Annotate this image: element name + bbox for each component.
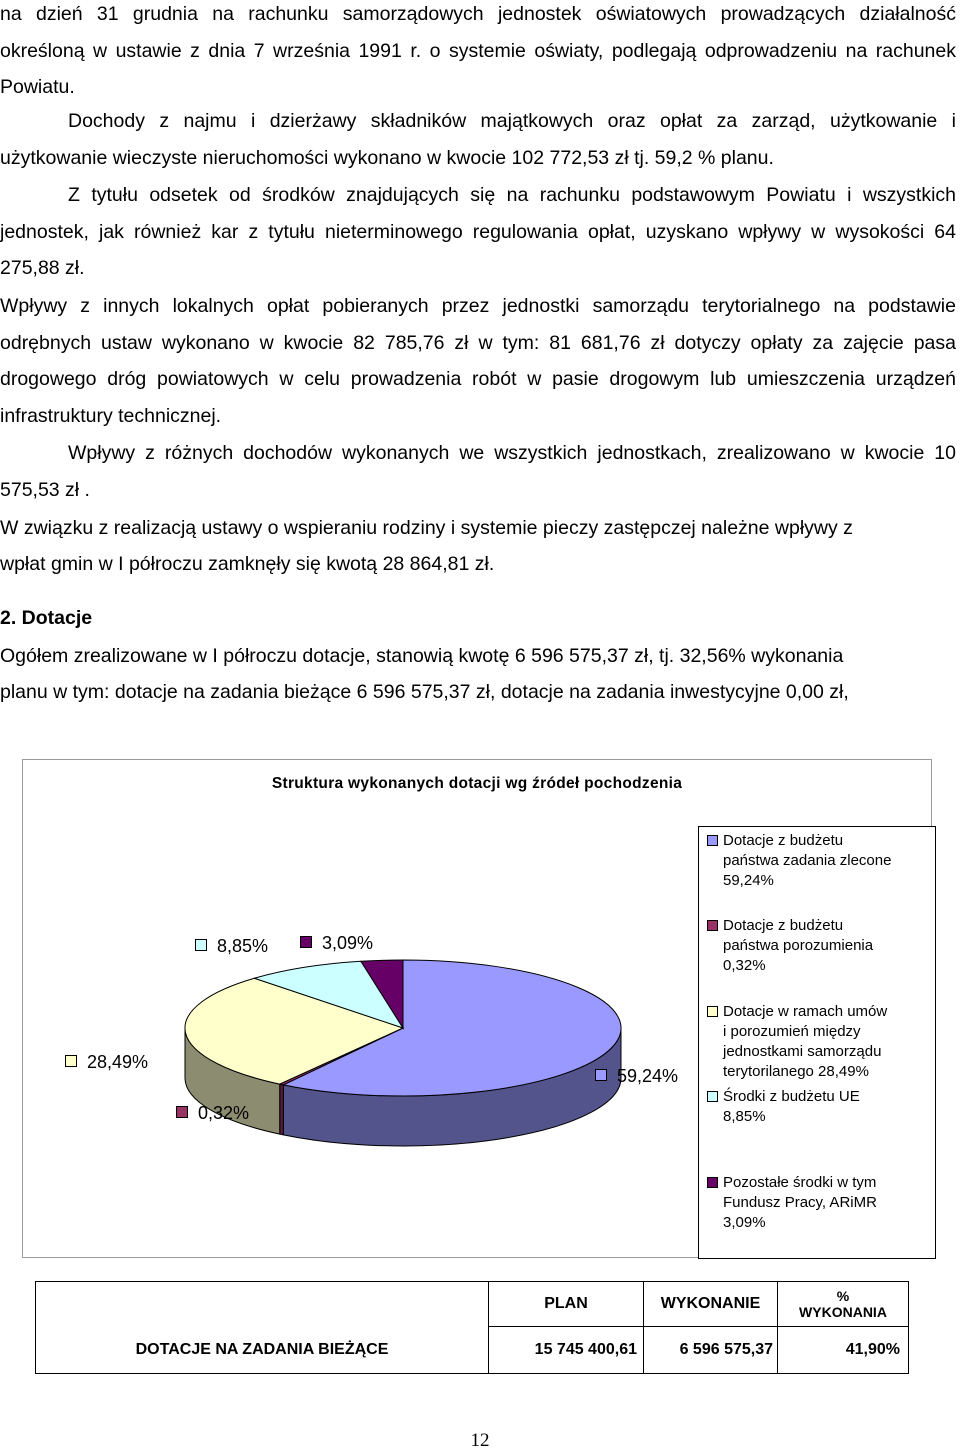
- chart-legend: [698, 826, 936, 1259]
- pie-label-umowy: 28,49%: [65, 1052, 148, 1073]
- legend-text: Dotacje z budżetu państwa zadania zlecone 59,24%: [723, 832, 892, 889]
- legend-swatch: [707, 835, 718, 846]
- table-row-label: DOTACJE NA ZADANIA BIEŻĄCE: [135, 1341, 389, 1358]
- table-cell-wykonanie: 6 596 575,37: [644, 1327, 778, 1374]
- paragraph-subsidies-line2: planu w tym: dotacje na zadania bieżące 6 596 575,37 zł, dotacje na zadania inwestycyjne 0,00 zł,: [0, 681, 849, 703]
- pie-label-porozumienia: 0,32%: [176, 1103, 249, 1124]
- legend-text: Dotacje w ramach umów i porozumień między jednostkami samorządu terytorilanego 28,49%: [723, 1003, 888, 1080]
- paragraph-subsidies-line1: Ogółem zrealizowane w I półroczu dotacje, stanowią kwotę 6 596 575,37 zł, tj. 32,56% wykonania: [0, 645, 844, 667]
- subsidies-table: [35, 1281, 909, 1374]
- pie-chart-container: [22, 759, 932, 1258]
- paragraph-local-fees: Wpływy z innych lokalnych opłat pobieranych przez jednostki samorządu terytorialnego na podstawie odrębnych ustaw wykonano w kwocie 82 785,76 zł w tym: 81 681,76 zł dotyczy opłaty za zajęcie pasa drogowego dróg powiatowych w celu prowadzenia robót w pasie drogowym lub umieszczenia urządzeń infrastruktury technicznej.: [0, 295, 956, 427]
- paragraph-other-income: Wpływy z różnych dochodów wykonanych we wszystkich jednostkach, zrealizowano w kwocie 10 575,53 zł .: [0, 442, 956, 501]
- legend-swatch: [707, 1177, 718, 1188]
- legend-text: Dotacje z budżetu państwa porozumienia 0,32%: [723, 917, 874, 974]
- table-row-label-cell: [36, 1282, 489, 1374]
- pie-side-porozumienia: [280, 1084, 284, 1135]
- pie-label-zlecone: 59,24%: [595, 1066, 678, 1087]
- pie-label-swatch-pozostale: [300, 936, 312, 948]
- pie-label-swatch-zlecone: [595, 1069, 607, 1081]
- table-cell-percent: 41,90%: [778, 1327, 909, 1374]
- paragraph-family-support-line1: W związku z realizacją ustawy o wspieraniu rodziny i systemie pieczy zastępczej należne wpływy z: [0, 517, 853, 539]
- chart-title: Struktura wykonanych dotacji wg źródeł pochodzenia: [271, 775, 683, 792]
- table-header-wykonanie: WYKONANIE: [644, 1282, 778, 1327]
- paragraph-family-support-line2: wpłat gmin w I półroczu zamknęły się kwotą 28 864,81 zł.: [0, 553, 495, 575]
- legend-swatch: [707, 1006, 718, 1017]
- table-cell-plan: 15 745 400,61: [489, 1327, 644, 1374]
- pie-label-pozostale: 3,09%: [300, 933, 373, 954]
- table-header-plan: PLAN: [489, 1282, 644, 1327]
- table-header-percent: % WYKONANIA: [778, 1282, 909, 1327]
- paragraph-interest-income: Z tytułu odsetek od środków znajdujących się na rachunku podstawowym Powiatu i wszystkich jednostek, jak również kar z tytułu nieterminowego regulowania opłat, uzyskano wpływy w wysokości 64 275,88 zł.: [0, 184, 956, 280]
- legend-text: Pozostałe środki w tym Fundusz Pracy, ARiMR 3,09%: [723, 1174, 877, 1231]
- paragraph-education-units: na dzień 31 grudnia na rachunku samorządowych jednostek oświatowych prowadzących działalność określoną w ustawie z dnia 7 września 1991 r. o systemie oświaty, podlegają odprowadzeniu na rachunek Powiatu.: [0, 3, 956, 99]
- page-number: 12: [470, 1430, 490, 1451]
- legend-swatch: [707, 1091, 718, 1102]
- legend-swatch: [707, 920, 718, 931]
- pie-label-ue: 8,85%: [195, 936, 268, 957]
- section-heading-dotacje: 2. Dotacje: [0, 607, 93, 629]
- pie-label-swatch-umowy: [65, 1055, 77, 1067]
- legend-text: Środki z budżetu UE 8,85%: [723, 1088, 860, 1125]
- paragraph-rental-income: Dochody z najmu i dzierżawy składników majątkowych oraz opłat za zarząd, użytkowanie i użytkowanie wieczyste nieruchomości wykonano w kwocie 102 772,53 zł tj. 59,2 % planu.: [0, 110, 956, 169]
- pie-label-swatch-porozumienia: [176, 1106, 188, 1118]
- pie-label-swatch-ue: [195, 939, 207, 951]
